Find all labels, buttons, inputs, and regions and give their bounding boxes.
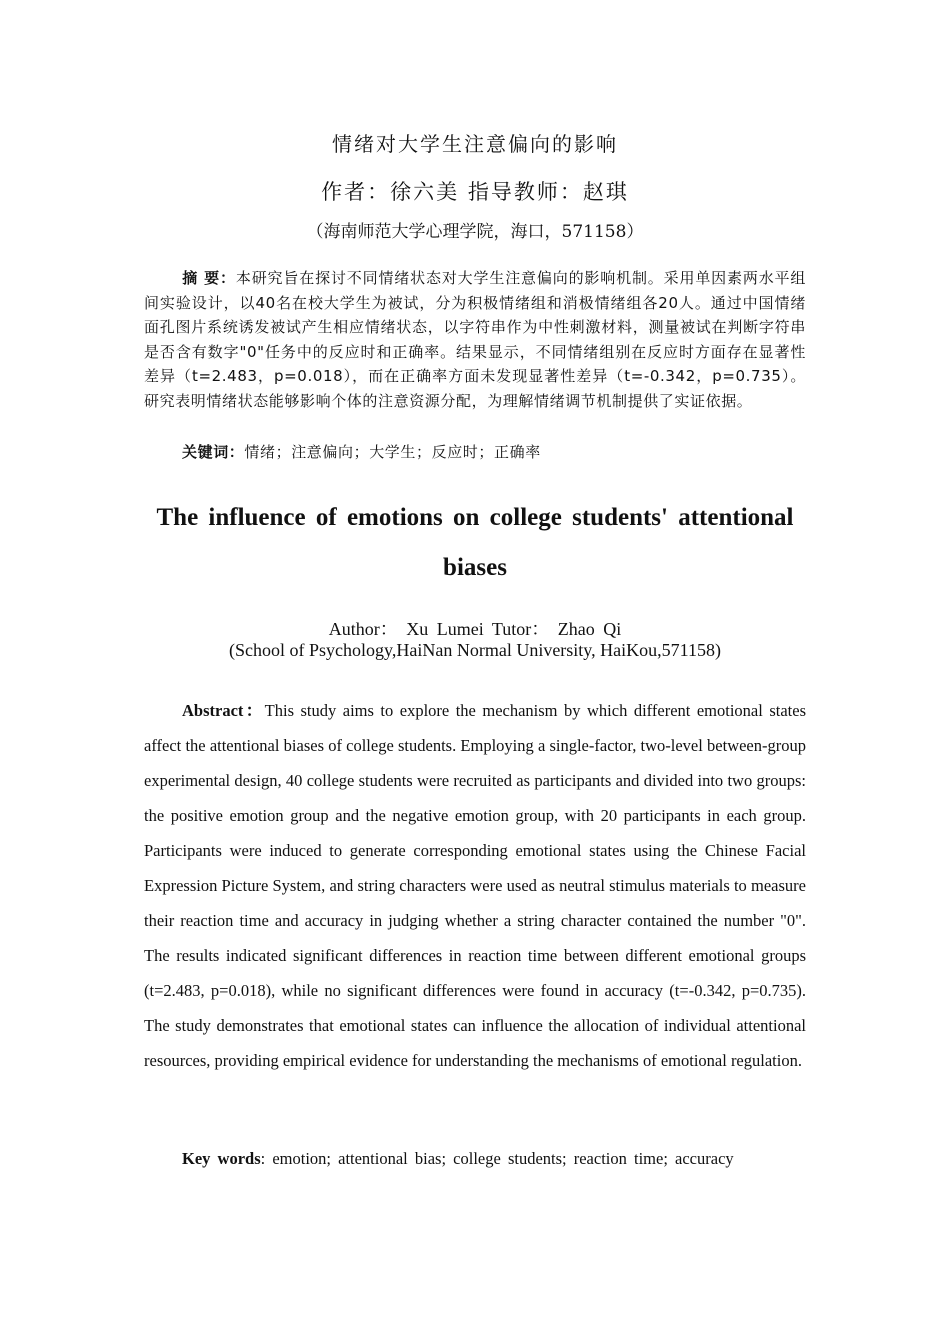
english-abstract-label: Abstract： <box>182 701 265 720</box>
chinese-affiliation: （海南师范大学心理学院，海口，571158） <box>306 222 644 242</box>
english-abstract-text: This study aims to explore the mechanism by which different emotional states affect the attentional biases of college students. Employing a single-factor, two-level between-group experimental design, 40 college students were recruited as participants and divided into two groups: the positive emotion group and the negative emotion group, with 20 participants in each group. Participants were induced to generate corresponding emotional states using the Chinese Facial Expression Picture System, and string characters were used as neutral stimulus materials to measure their reaction time and accuracy in judging whether a string character contained the number "0". The results indicated significant differences in reaction time between different emotional groups (t=2.483, p=0.018), while no significant differences were found in accuracy (t=-0.342, p=0.735). The study demonstrates that emotional states can influence the allocation of individual attentional resources, providing empirical evidence for understanding the mechanisms of emotional regulation. <box>144 701 806 1070</box>
chinese-author-line: 作者：徐六美 指导教师：赵琪 <box>321 180 629 204</box>
english-keywords <box>182 1149 806 1169</box>
chinese-title: 情绪对大学生注意偏向的影响 <box>332 132 618 156</box>
chinese-abstract-label: 摘 要： <box>182 269 236 287</box>
english-keywords-text: : emotion; attentional bias; college students; reaction time; accuracy <box>260 1149 734 1168</box>
english-title: The influence of emotions on college students' attentional biases <box>156 504 794 581</box>
chinese-abstract-text: 本研究旨在探讨不同情绪状态对大学生注意偏向的影响机制。采用单因素两水平组间实验设计，以40名在校大学生为被试，分为积极情绪组和消极情绪组各20人。通过中国情绪面孔图片系统诱发被试产生相应情绪状态，以字符串作为中性刺激材料，测量被试在判断字符串是否含有数字"0"任务中的反应时和正确率。结果显示，不同情绪组别在反应时方面存在显著性差异（t=2.483，p=0.018），而在正确率方面未发现显著性差异（t=-0.342，p=0.735）。研究表明情绪状态能够影响个体的注意资源分配，为理解情绪调节机制提供了实证依据。 <box>144 269 806 410</box>
english-abstract <box>144 693 806 1078</box>
chinese-abstract <box>144 266 806 413</box>
chinese-keywords-label: 关键词： <box>182 443 245 461</box>
english-keywords-label: Key words <box>182 1149 261 1168</box>
english-author-line: Author： Xu Lumei Tutor： Zhao Qi <box>328 619 622 639</box>
chinese-keywords-text: 情绪；注意偏向；大学生；反应时；正确率 <box>244 443 541 461</box>
chinese-keywords <box>182 441 806 462</box>
english-affiliation: (School of Psychology,HaiNan Normal University, HaiKou,571158) <box>229 640 721 660</box>
